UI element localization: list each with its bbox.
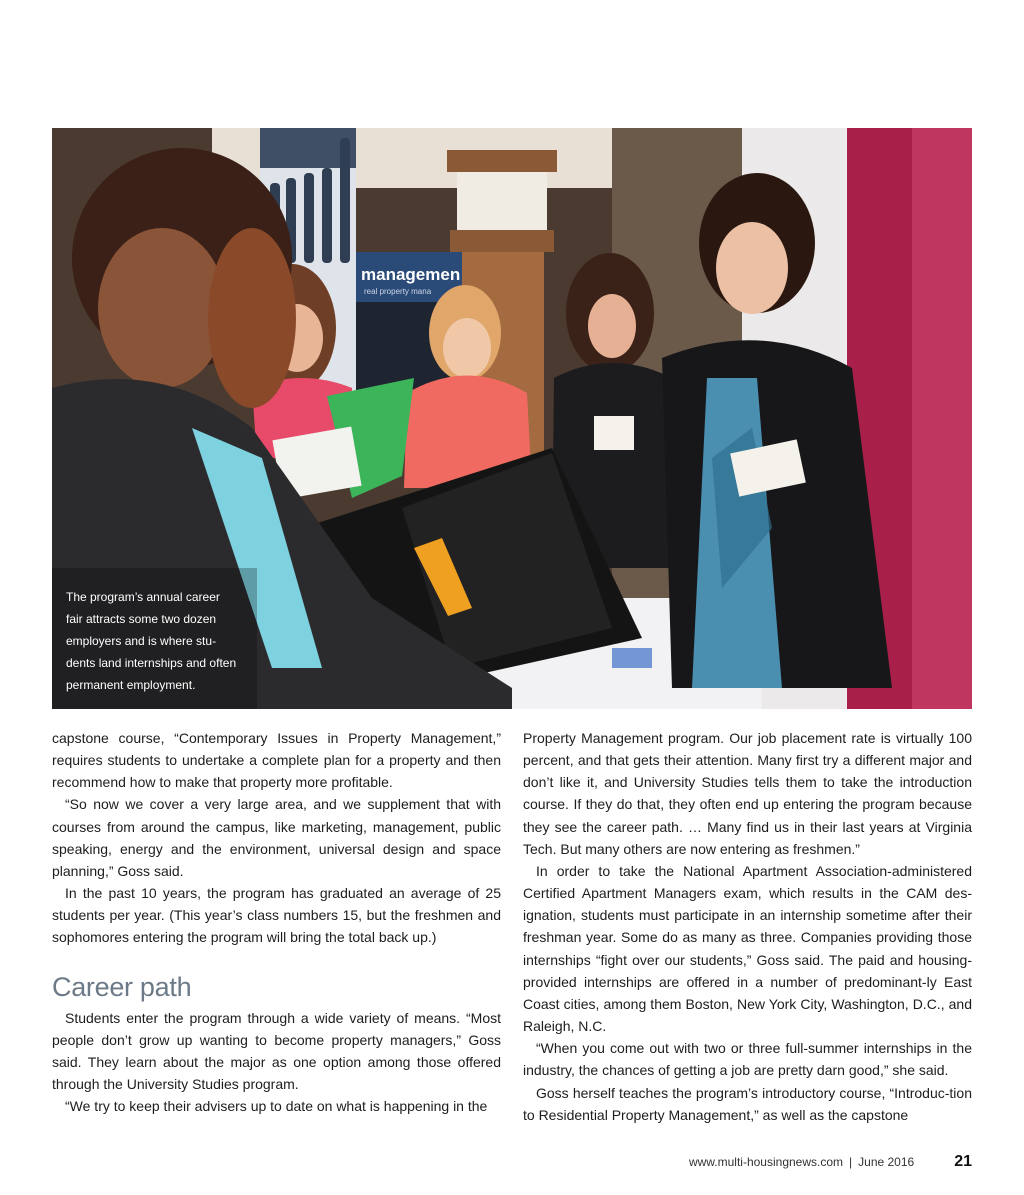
caption-line: permanent employment. [66,678,196,692]
section-subhead: Career path [52,971,192,1002]
photo-caption [66,586,256,696]
paragraph: Goss herself teaches the program’s introductory course, “Introduc-tion to Residential Property Management,” as well as the capstone [523,1084,972,1123]
caption-line: fair attracts some two dozen [66,612,217,626]
footer-url: www.multi-housingnews.com [688,1155,844,1169]
paragraph: capstone course, “Contemporary Issues in Property Management,” requires students to undertake a complete plan for a property and then recommend how to make that property more profitable. [52,730,501,791]
footer-date: June 2016 [858,1155,915,1169]
article-column-right [523,727,972,1126]
caption-line: employers and is where stu- [66,634,217,648]
paragraph: “So now we cover a very large area, and we supplement that with courses from around the campus, like marketing, management, public speaking, energy and the environment, universal design and space planning,” Goss said. [52,796,501,879]
page-number: 21 [954,1153,972,1170]
banner-text: managemen [361,265,461,284]
caption-line: The program’s annual career [66,590,220,604]
paragraph: Students enter the program through a wide variety of means. “Most people don’t grow up wanting to become property managers,” Goss said. They learn about the major as one option among those offered through the University Studies program. [52,1009,501,1093]
paragraph: In order to take the National Apartment Association-administered Certified Apartment Managers exam, which results in the CAM des-ignation, students must participate in an internship sometime after their freshman year. Some do as many as three. Companies providing those internships “fight over our students,” Goss said. The paid and housing-provided internships are offered in a number of predominant-ly East Coast cities, among them Boston, New York City, Washington, D.C., and Raleigh, N.C. [523,862,972,1035]
paragraph: “When you come out with two or three full-summer internships in the industry, the chances of getting a job are pretty darn good,” she said. [523,1040,972,1079]
paragraph: In the past 10 years, the program has graduated an average of 25 students per year. (This year’s class numbers 15, but the freshmen and sophomores entering the program will bring the total back up.) [52,885,501,946]
caption-line: dents land internships and often [66,656,237,670]
paragraph: Property Management program. Our job placement rate is virtually 100 percent, and that gets their attention. Many first try a different major and don’t like it, and University Studies tells them to take the introduction course. If they do that, they often end up entering the program because they see the career path. … Many find us in their last years at Virginia Tech. But many others are now entering as freshmen.” [523,730,972,857]
article-column-left [52,727,501,1118]
banner-subtext: real property mana [364,287,432,296]
page-footer [689,1152,972,1172]
paragraph: “We try to keep their advisers up to date on what is happening in the [65,1098,488,1115]
career-fair-photo [52,128,972,709]
footer-separator: | [849,1155,853,1169]
